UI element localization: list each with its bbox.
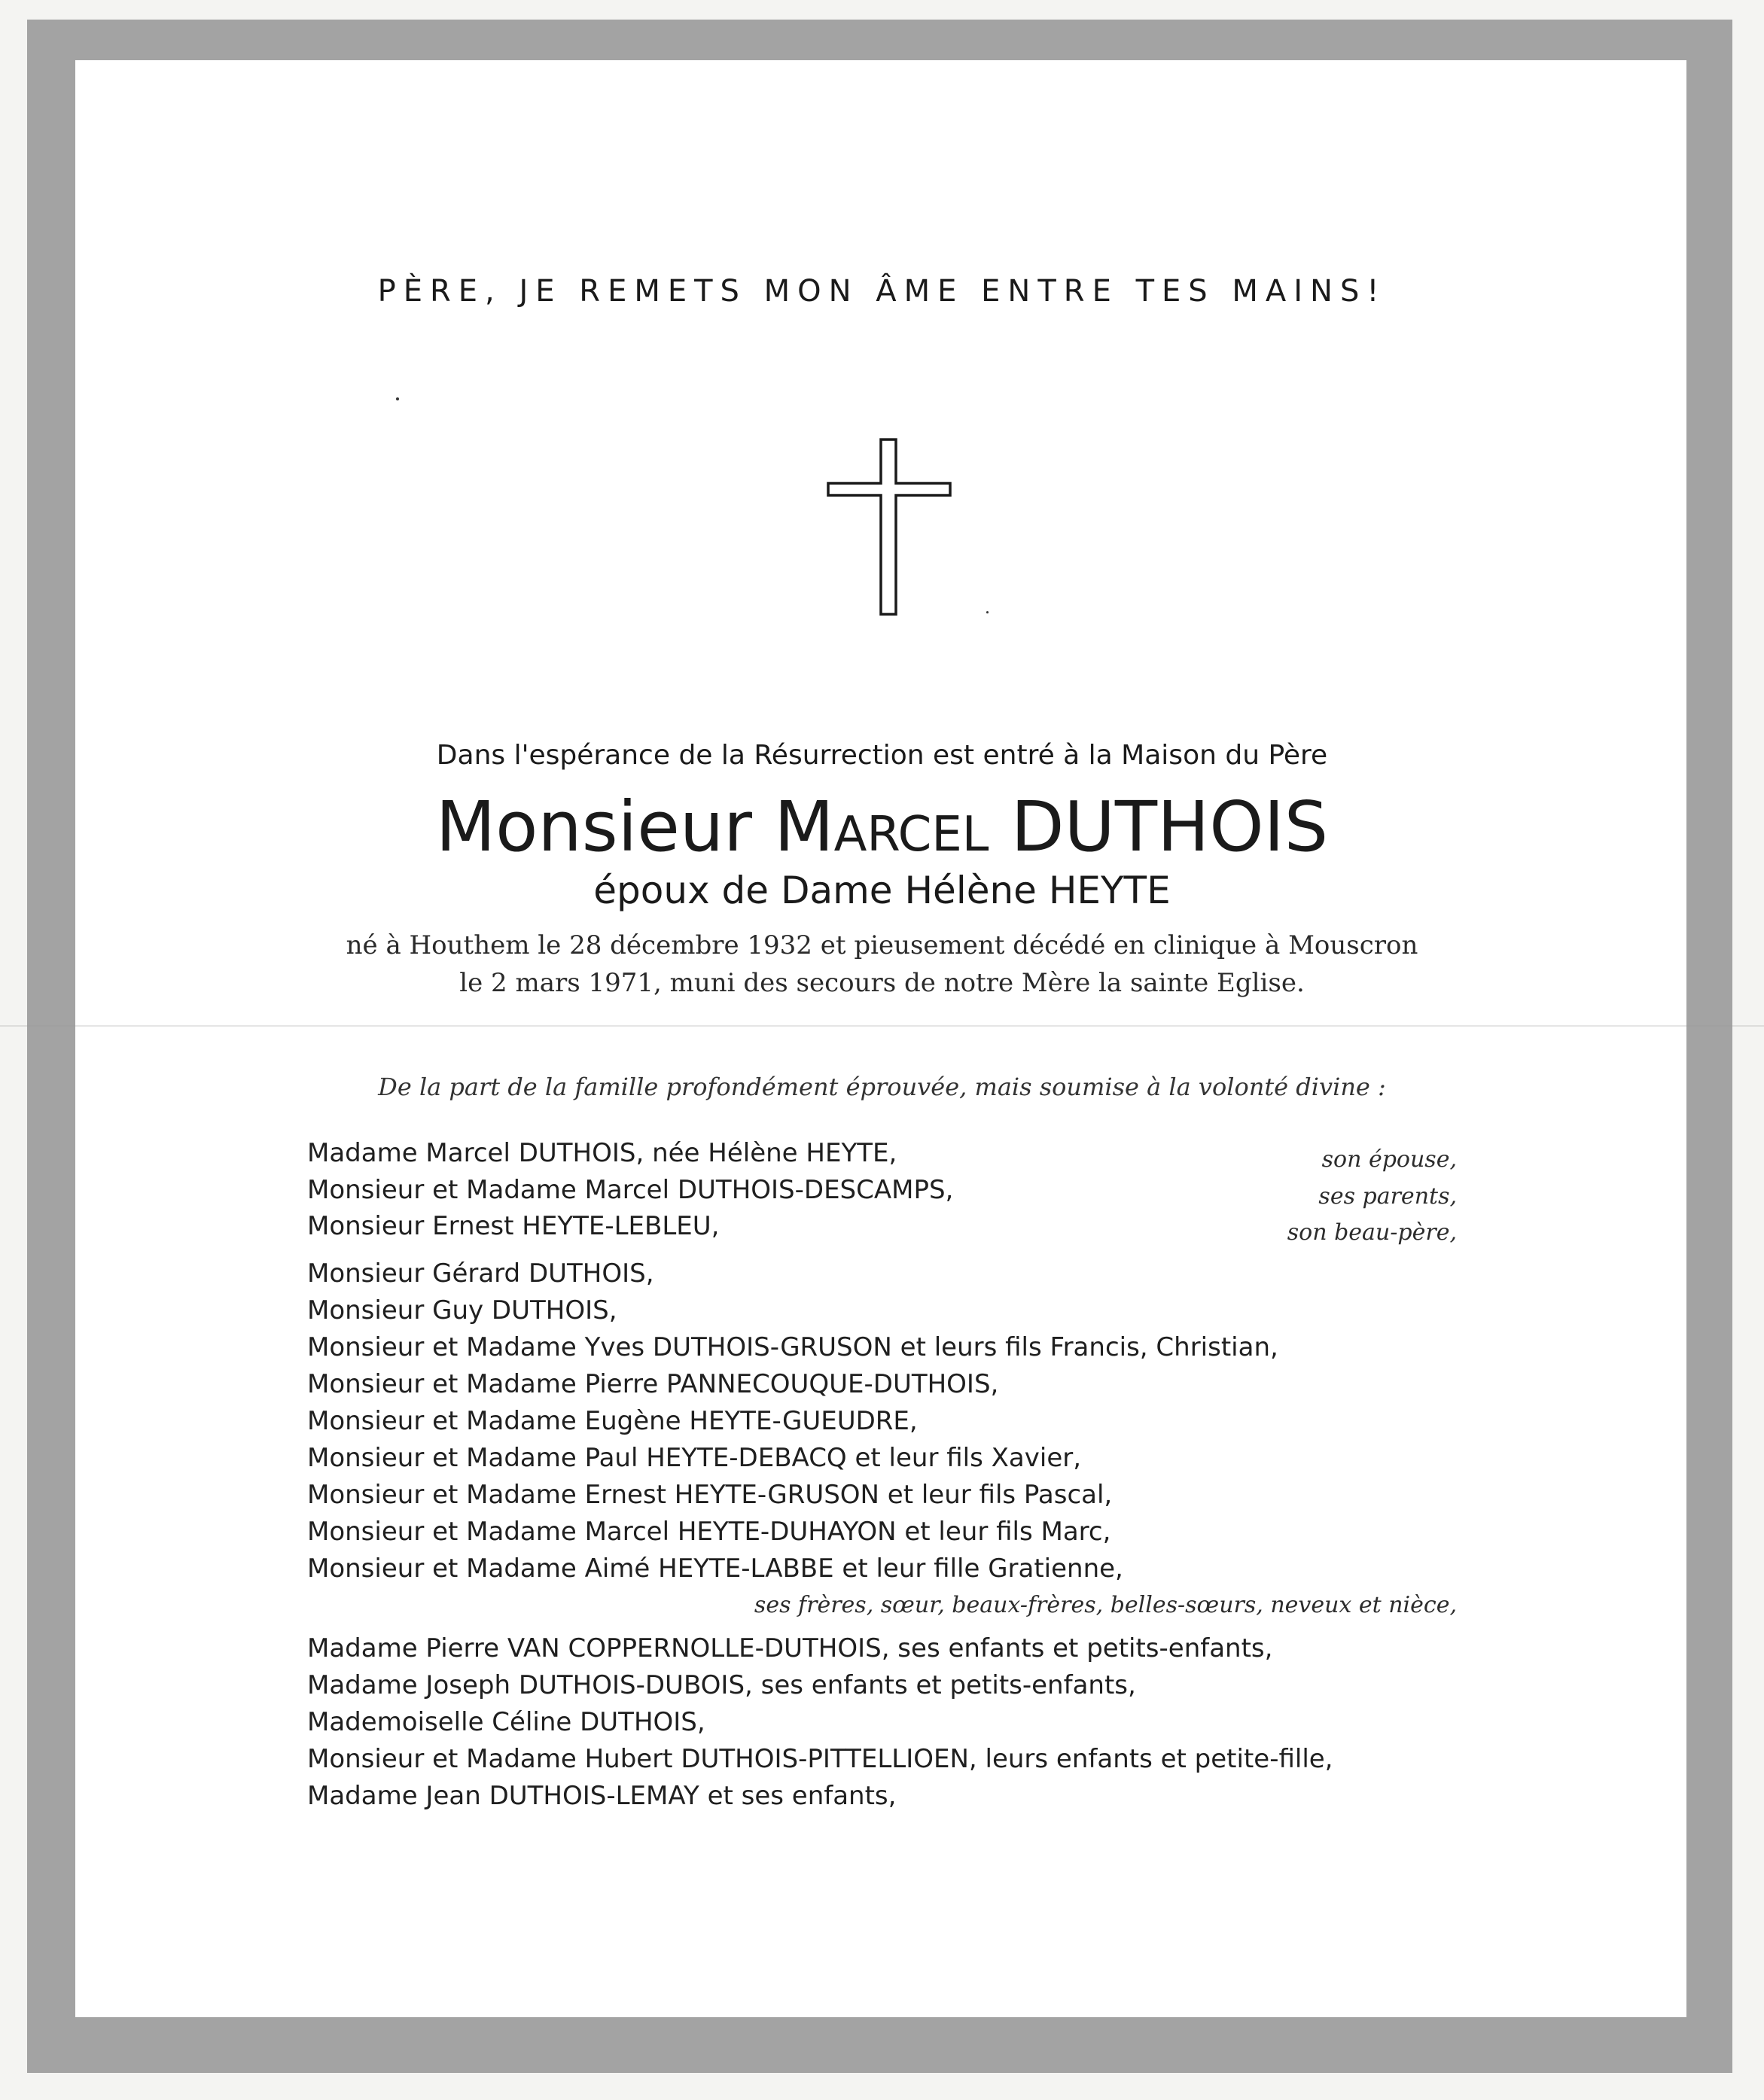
cross-icon: [827, 438, 952, 616]
ink-speck: [396, 397, 399, 400]
family-line: Monsieur et Madame Paul HEYTE-DEBACQ et leur fils Xavier,: [307, 1443, 1082, 1473]
relation-label: ses parents,: [1318, 1183, 1457, 1210]
deceased-title: Monsieur: [435, 787, 752, 867]
family-line: Mademoiselle Céline DUTHOIS,: [307, 1707, 705, 1737]
on-behalf-line: De la part de la famille profondément éprouvée, mais soumise à la volonté divine :: [378, 1073, 1386, 1101]
verse-heading: PÈRE, JE REMETS MON ÂME ENTRE TES MAINS!: [377, 274, 1387, 309]
family-line: Madame Jean DUTHOIS-LEMAY et ses enfants,: [307, 1781, 897, 1811]
deceased-first-name: Marcel: [774, 787, 989, 867]
relation-label: son beau-père,: [1287, 1219, 1457, 1246]
family-line: Monsieur et Madame Yves DUTHOIS-GRUSON et leurs fils Francis, Christian,: [307, 1332, 1278, 1362]
family-line: Monsieur et Madame Marcel DUTHOIS-DESCAMPS,: [307, 1175, 954, 1205]
birth-line: le 2 mars 1971, muni des secours de notre Mère la sainte Eglise.: [459, 968, 1305, 998]
family-line: Monsieur Ernest HEYTE-LEBLEU,: [307, 1211, 720, 1241]
family-line: Monsieur et Madame Ernest HEYTE-GRUSON et leur fils Pascal,: [307, 1480, 1113, 1510]
deceased-surname: DUTHOIS: [1010, 787, 1329, 867]
family-line: Monsieur et Madame Pierre PANNECOUQUE-DUTHOIS,: [307, 1369, 999, 1399]
family-line: Monsieur et Madame Marcel HEYTE-DUHAYON et leur fils Marc,: [307, 1517, 1111, 1547]
family-line: Madame Pierre VAN COPPERNOLLE-DUTHOIS, ses enfants et petits-enfants,: [307, 1633, 1273, 1663]
ink-speck: [986, 611, 989, 613]
family-line: Monsieur et Madame Hubert DUTHOIS-PITTELLIOEN, leurs enfants et petite-fille,: [307, 1744, 1333, 1774]
relation-label: son épouse,: [1321, 1146, 1457, 1173]
intro-line: Dans l'espérance de la Résurrection est entré à la Maison du Père: [436, 740, 1328, 771]
birth-line: né à Houthem le 28 décembre 1932 et pieusement décédé en clinique à Mouscron: [346, 930, 1418, 960]
family-line: Madame Marcel DUTHOIS, née Hélène HEYTE,: [307, 1138, 897, 1168]
family-line: Monsieur Gérard DUTHOIS,: [307, 1258, 654, 1289]
family-line: Madame Joseph DUTHOIS-DUBOIS, ses enfants et petits-enfants,: [307, 1670, 1136, 1700]
spouse-line: époux de Dame Hélène HEYTE: [593, 869, 1171, 912]
deceased-name: [0, 787, 1764, 867]
fold-line: [0, 1025, 1764, 1027]
family-line: Monsieur et Madame Eugène HEYTE-GUEUDRE,: [307, 1406, 918, 1436]
family-line: Monsieur et Madame Aimé HEYTE-LABBE et leur fille Gratienne,: [307, 1554, 1123, 1584]
relation-label: ses frères, sœur, beaux-frères, belles-sœurs, neveux et nièce,: [754, 1592, 1457, 1618]
family-line: Monsieur Guy DUTHOIS,: [307, 1295, 617, 1325]
